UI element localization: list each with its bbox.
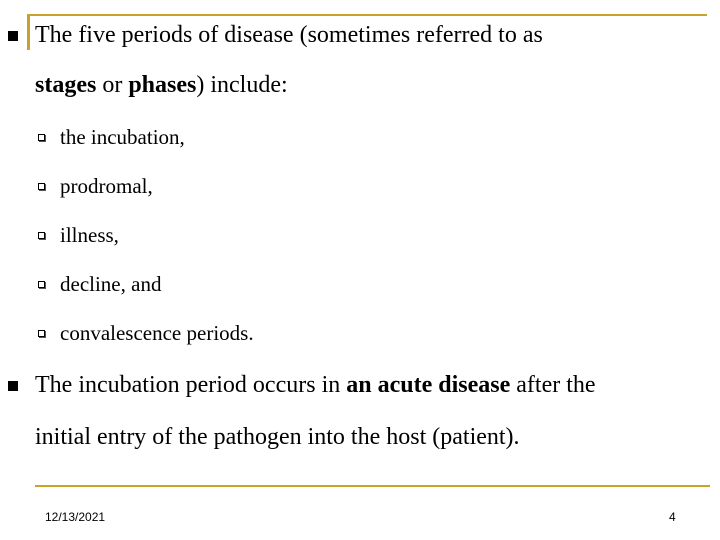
bullet-1-text: The five periods of disease (sometimes referred to as [35,22,543,48]
bullet-1-line-1 [35,22,543,49]
sub-item-illness: illness, [60,223,119,247]
bullet-1-bold-stages: stages [35,72,97,98]
sub-item-incubation: the incubation, [60,125,185,149]
bullet-2-line-2: initial entry of the pathogen into the host (patient). [35,424,520,450]
sub-bullet-1 [38,134,45,141]
page-number: 4 [669,510,676,524]
bullet-1-line-2 [35,72,288,99]
sub-bullet-2 [38,183,45,190]
bullet-2-line-1 [35,372,596,399]
sub-item-convalescence: convalescence periods. [60,321,254,345]
top-accent-horizontal-rule [27,14,707,16]
sub-bullet-5 [38,330,45,337]
bullet-1-text-include: ) include: [196,72,288,98]
bullet-2-text-end: after the [510,372,596,398]
footer-date: 12/13/2021 [45,510,106,524]
sub-bullet-4 [38,281,45,288]
sub-item-prodromal: prodromal, [60,174,153,198]
bullet-1-bold-phases: phases [128,72,197,98]
bullet-square-1 [8,31,18,41]
bullet-square-2 [8,381,18,391]
footer-rule [35,485,710,487]
bullet-2-bold-acute: an acute disease [346,372,511,398]
sub-bullet-3 [38,232,45,239]
sub-item-decline: decline, and [60,272,162,296]
bullet-1-text-or: or [96,72,129,98]
bullet-2-text-start: The incubation period occurs in [35,372,347,398]
top-accent-vertical-rule [27,14,30,50]
